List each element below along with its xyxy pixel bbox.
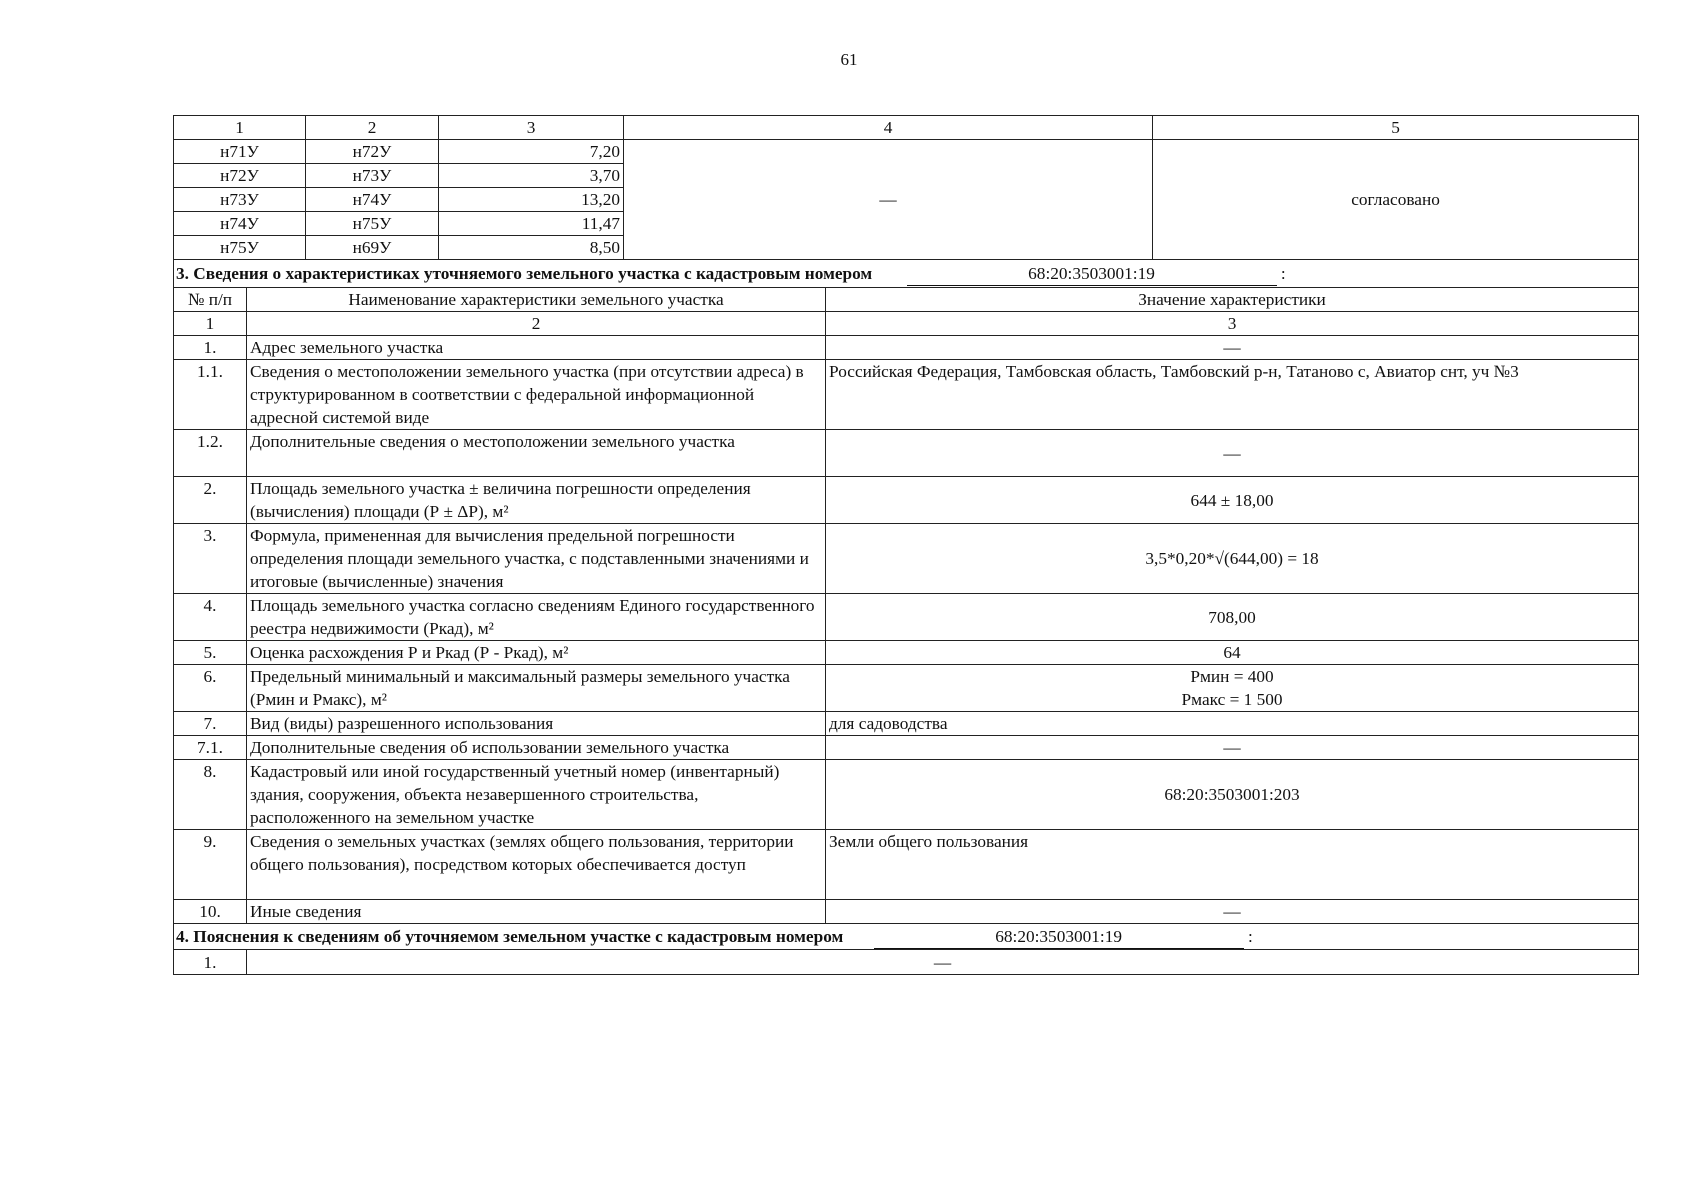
- characteristic-name: Предельный минимальный и максимальный размеры земельного участка (Рмин и Рмакс), м²: [247, 665, 826, 712]
- characteristic-value: Российская Федерация, Тамбовская область, Тамбовский р-н, Татаново с, Авиатор снт, уч №3: [826, 360, 1639, 430]
- col-number: 5: [1153, 116, 1639, 140]
- characteristic-value: —: [826, 736, 1639, 760]
- section3-heading-row: [174, 260, 1639, 288]
- row-number: 7.1.: [174, 736, 247, 760]
- table-row: [174, 360, 1639, 430]
- point-from: н75У: [174, 236, 306, 260]
- characteristic-name: Адрес земельного участка: [247, 336, 826, 360]
- table-row: [174, 641, 1639, 665]
- characteristic-name: Сведения о земельных участках (землях общего пользования, территории общего пользования), посредством которых обеспечивается доступ: [247, 830, 826, 900]
- segment-length: 13,20: [439, 188, 624, 212]
- table-row: [174, 950, 1639, 975]
- table-row: [174, 140, 1639, 164]
- characteristic-name: Дополнительные сведения о местоположении земельного участка: [247, 430, 826, 477]
- section4-heading: [174, 924, 1639, 950]
- point-from: н74У: [174, 212, 306, 236]
- row-number: 4.: [174, 594, 247, 641]
- col-number: 2: [306, 116, 439, 140]
- characteristic-value: —: [826, 430, 1639, 477]
- row-number: 7.: [174, 712, 247, 736]
- table-row: [174, 430, 1639, 477]
- table-row: [174, 900, 1639, 924]
- table-row: [174, 336, 1639, 360]
- header-number: № п/п: [174, 288, 247, 312]
- row-number: 1.: [174, 950, 247, 975]
- col4-value: —: [624, 140, 1153, 260]
- table-row: [174, 760, 1639, 830]
- row-number: 1.1.: [174, 360, 247, 430]
- characteristic-name: Площадь земельного участка согласно сведениям Единого государственного реестра недвижимости (Ркад), м²: [247, 594, 826, 641]
- characteristic-value: —: [826, 900, 1639, 924]
- row-number: 8.: [174, 760, 247, 830]
- point-to: н72У: [306, 140, 439, 164]
- segment-length: 3,70: [439, 164, 624, 188]
- page-number: 61: [840, 50, 858, 69]
- col-number: 1: [174, 116, 306, 140]
- section3-cadastral-number: 68:20:3503001:19: [907, 262, 1277, 286]
- section3-heading: [174, 260, 1639, 288]
- point-to: н73У: [306, 164, 439, 188]
- row-number: 1.: [174, 336, 247, 360]
- col-number: 3: [439, 116, 624, 140]
- segment-length: 7,20: [439, 140, 624, 164]
- section3-title: 3. Сведения о характеристиках уточняемого земельного участка с кадастровым номером: [176, 263, 873, 283]
- characteristic-value: 68:20:3503001:203: [826, 760, 1639, 830]
- characteristic-name: Формула, примененная для вычисления предельной погрешности определения площади земельного участка, с подставленными значениями и итоговые (вычисленные) значения: [247, 524, 826, 594]
- characteristic-name: Иные сведения: [247, 900, 826, 924]
- segment-length: 11,47: [439, 212, 624, 236]
- characteristic-value: —: [826, 336, 1639, 360]
- characteristic-name: Кадастровый или иной государственный учетный номер (инвентарный) здания, сооружения, объекта незавершенного строительства, расположенного на земельном участке: [247, 760, 826, 830]
- row-number: 9.: [174, 830, 247, 900]
- section3-header-row: [174, 288, 1639, 312]
- row-number: 2.: [174, 477, 247, 524]
- point-from: н72У: [174, 164, 306, 188]
- boundary-parts-table: [173, 115, 1639, 975]
- characteristic-value: [826, 665, 1639, 712]
- section3-colon: :: [1280, 263, 1286, 283]
- col5-value: согласовано: [1153, 140, 1639, 260]
- row-number: 1.2.: [174, 430, 247, 477]
- section4-colon: :: [1247, 926, 1253, 946]
- table-row: [174, 830, 1639, 900]
- characteristic-value: для садоводства: [826, 712, 1639, 736]
- point-to: н75У: [306, 212, 439, 236]
- col-number: 3: [826, 312, 1639, 336]
- point-from: н73У: [174, 188, 306, 212]
- characteristic-value: 708,00: [826, 594, 1639, 641]
- point-from: н71У: [174, 140, 306, 164]
- section3-column-numbers: [174, 312, 1639, 336]
- characteristic-name: Площадь земельного участка ± величина погрешности определения (вычисления) площади (Р ± ΔР), м²: [247, 477, 826, 524]
- characteristic-name: Дополнительные сведения об использовании земельного участка: [247, 736, 826, 760]
- explanation-value: —: [247, 950, 1639, 975]
- min-size-value: Рмин = 400: [1190, 667, 1274, 686]
- table-row: [174, 594, 1639, 641]
- col-number: 4: [624, 116, 1153, 140]
- row-number: 3.: [174, 524, 247, 594]
- characteristic-value: 3,5*0,20*√(644,00) = 18: [826, 524, 1639, 594]
- top-table-column-numbers: [174, 116, 1639, 140]
- point-to: н74У: [306, 188, 439, 212]
- col-number: 1: [174, 312, 247, 336]
- characteristic-name: Оценка расхождения Р и Ркад (Р - Ркад), м²: [247, 641, 826, 665]
- table-row: [174, 524, 1639, 594]
- table-row: [174, 665, 1639, 712]
- characteristic-value: 644 ± 18,00: [826, 477, 1639, 524]
- max-size-value: Рмакс = 1 500: [1181, 690, 1283, 709]
- characteristic-value: 64: [826, 641, 1639, 665]
- header-characteristic-name: Наименование характеристики земельного участка: [247, 288, 826, 312]
- segment-length: 8,50: [439, 236, 624, 260]
- row-number: 6.: [174, 665, 247, 712]
- point-to: н69У: [306, 236, 439, 260]
- section4-cadastral-number: 68:20:3503001:19: [874, 925, 1244, 949]
- header-characteristic-value: Значение характеристики: [826, 288, 1639, 312]
- table-row: [174, 712, 1639, 736]
- table-row: [174, 477, 1639, 524]
- section4-heading-row: [174, 924, 1639, 950]
- characteristic-name: Сведения о местоположении земельного участка (при отсутствии адреса) в структурированном в соответствии с федеральной информационной адресной системой виде: [247, 360, 826, 430]
- characteristic-value: Земли общего пользования: [826, 830, 1639, 900]
- section4-title: 4. Пояснения к сведениям об уточняемом земельном участке с кадастровым номером: [176, 926, 844, 946]
- table-row: [174, 736, 1639, 760]
- row-number: 5.: [174, 641, 247, 665]
- col-number: 2: [247, 312, 826, 336]
- characteristic-name: Вид (виды) разрешенного использования: [247, 712, 826, 736]
- row-number: 10.: [174, 900, 247, 924]
